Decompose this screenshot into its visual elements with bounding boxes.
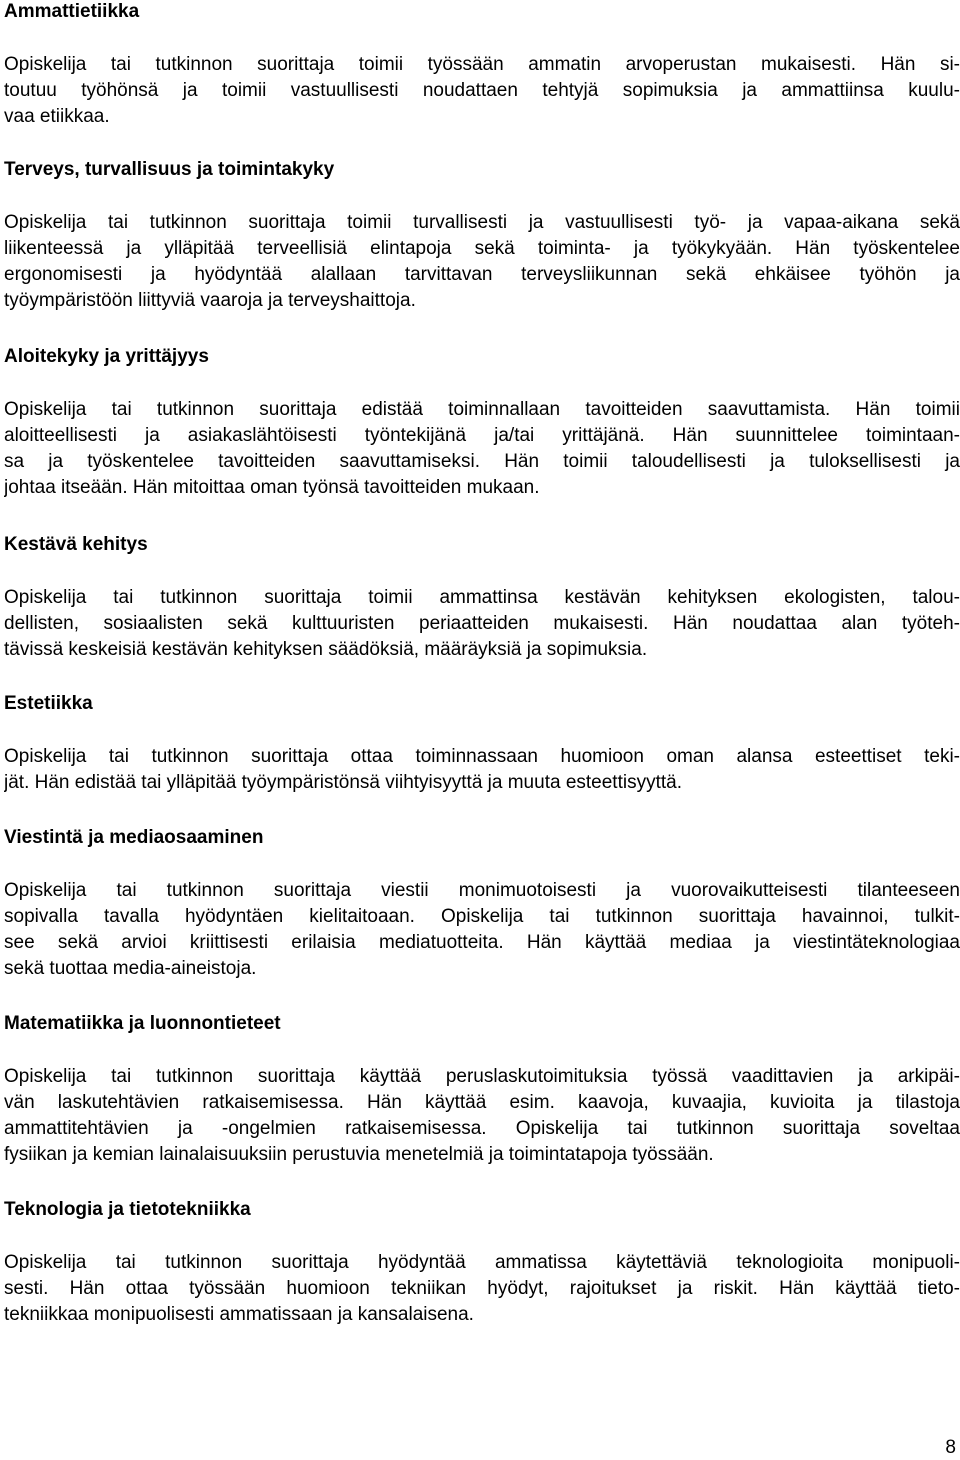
- section-paragraph: [4, 585, 960, 663]
- paragraph-line: vän laskutehtävien ratkaisemisessa. Hän käyttää esim. kaavoja, kuvaajia, kuvioita ja tilastoja: [4, 1092, 960, 1113]
- paragraph-line: Opiskelija tai tutkinnon suorittaja viestii monimuotoisesti ja vuorovaikutteisesti tilanteeseen: [4, 880, 960, 901]
- section-heading: Estetiikka: [4, 693, 93, 714]
- paragraph-line: vaa etiikkaa.: [4, 106, 110, 127]
- section-heading: Viestintä ja mediaosaaminen: [4, 827, 264, 848]
- section-teknologia: [4, 1198, 960, 1328]
- paragraph-line: sekä tuottaa media-aineistoja.: [4, 958, 257, 979]
- paragraph-line: Opiskelija tai tutkinnon suorittaja toimii ammattinsa kestävän kehityksen ekologisten, talou-: [4, 587, 960, 608]
- section-viestinta: [4, 826, 960, 982]
- paragraph-line: tävissä keskeisiä kestävän kehityksen säädöksiä, määräyksiä ja sopimuksia.: [4, 639, 648, 660]
- paragraph-line: jät. Hän edistää tai ylläpitää työympäristönsä viihtyisyyttä ja muuta esteettisyyttä.: [4, 772, 682, 793]
- paragraph-line: fysiikan ja kemian lainalaisuuksiin perustuvia menetelmiä ja toimintatapoja työssään.: [4, 1144, 714, 1165]
- paragraph-line: toutuu työhönsä ja toimii vastuullisesti noudattaen tehtyjä sopimuksia ja ammattiinsa kuulu-: [4, 80, 960, 101]
- paragraph-line: Opiskelija tai tutkinnon suorittaja toimii työssään ammatin arvoperustan mukaisesti. Hän si-: [4, 54, 960, 75]
- section-heading: Teknologia ja tietotekniikka: [4, 1199, 251, 1220]
- section-paragraph: [4, 744, 960, 796]
- paragraph-line: johtaa itseään. Hän mitoittaa oman työnsä tavoitteiden mukaan.: [4, 477, 540, 498]
- paragraph-line: ergonomisesti ja hyödyntää alallaan tarvittavan terveysliikunnan sekä ehkäisee työhön ja: [4, 264, 960, 285]
- page-number: 8: [945, 1437, 956, 1458]
- paragraph-line: Opiskelija tai tutkinnon suorittaja toimii turvallisesti ja vastuullisesti työ- ja vapaa-aikana sekä: [4, 212, 960, 233]
- section-kestava-kehitys: [4, 533, 960, 663]
- section-paragraph: [4, 1064, 960, 1168]
- section-paragraph: [4, 52, 960, 130]
- section-aloitekyky: [4, 345, 960, 501]
- paragraph-line: Opiskelija tai tutkinnon suorittaja ottaa toiminnassaan huomioon oman alansa esteettiset teki-: [4, 746, 960, 767]
- section-paragraph: [4, 878, 960, 982]
- section-ammattietiikka: [4, 0, 960, 130]
- section-heading: Matematiikka ja luonnontieteet: [4, 1013, 281, 1034]
- section-paragraph: [4, 397, 960, 501]
- section-heading: Ammattietiikka: [4, 1, 140, 22]
- section-heading: Aloitekyky ja yrittäjyys: [4, 346, 209, 367]
- section-matematiikka: [4, 1012, 960, 1168]
- section-terveys: [4, 158, 960, 314]
- section-paragraph: [4, 1250, 960, 1328]
- paragraph-line: dellisten, sosiaalisten sekä kulttuuristen periaatteiden mukaisesti. Hän noudattaa alan työteh-: [4, 613, 960, 634]
- paragraph-line: Opiskelija tai tutkinnon suorittaja käyttää peruslaskutoimituksia työssä vaadittavien ja arkipäi-: [4, 1066, 960, 1087]
- paragraph-line: tekniikkaa monipuolisesti ammatissaan ja kansalaisena.: [4, 1304, 474, 1325]
- section-estetiikka: [4, 692, 960, 796]
- paragraph-line: liikenteessä ja ylläpitää terveellisiä elintapoja sekä toiminta- ja työkykyään. Hän työskentelee: [4, 238, 960, 259]
- section-paragraph: [4, 210, 960, 314]
- paragraph-line: sopivalla tavalla hyödyntäen kielitaitoaan. Opiskelija tai tutkinnon suorittaja havainnoi, tulkit-: [4, 906, 960, 927]
- paragraph-line: työympäristöön liittyviä vaaroja ja terveyshaittoja.: [4, 290, 416, 311]
- paragraph-line: ammattitehtävien ja -ongelmien ratkaisemisessa. Opiskelija tai tutkinnon suorittaja soveltaa: [4, 1118, 960, 1139]
- paragraph-line: Opiskelija tai tutkinnon suorittaja hyödyntää ammatissa käytettäviä teknologioita monipuoli-: [4, 1252, 960, 1273]
- section-heading: Terveys, turvallisuus ja toimintakyky: [4, 159, 335, 180]
- paragraph-line: Opiskelija tai tutkinnon suorittaja edistää toiminnallaan tavoitteiden saavuttamista. Hän toimii: [4, 399, 960, 420]
- paragraph-line: sa ja työskentelee tavoitteiden saavuttamiseksi. Hän toimii taloudellisesti ja tuloksellisesti ja: [4, 451, 960, 472]
- section-heading: Kestävä kehitys: [4, 534, 148, 555]
- paragraph-line: sesti. Hän ottaa työssään huomioon tekniikan hyödyt, rajoitukset ja riskit. Hän käyttää tieto-: [4, 1278, 960, 1299]
- paragraph-line: aloitteellisesti ja asiakaslähtöisesti työntekijänä ja/tai yrittäjänä. Hän suunnittelee toimintaan-: [4, 425, 960, 446]
- paragraph-line: see sekä arvioi kriittisesti erilaisia mediatuotteita. Hän käyttää mediaa ja viestintäteknologiaa: [4, 932, 960, 953]
